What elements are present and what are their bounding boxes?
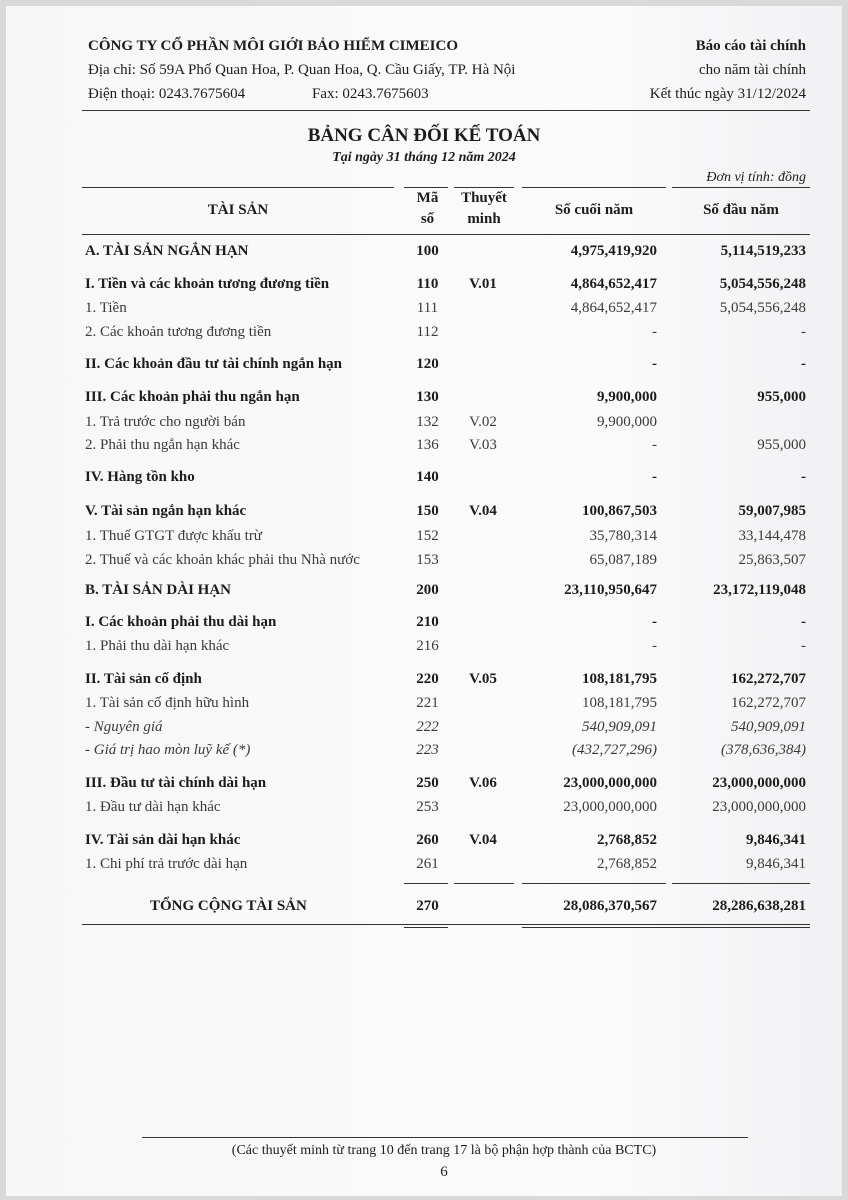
row-label: I. Các khoản phải thu dài hạn [85,614,277,630]
row-previous-year: 5,054,556,248 [719,300,806,316]
row-label: 1. Chi phí trả trước dài hạn [85,856,248,872]
row-previous-year: 162,272,707 [731,671,806,687]
row-code: 110 [416,276,439,292]
table-row [0,300,848,322]
row-current-year: (432,727,296) [572,742,657,758]
col-header-previous: Số đầu năm [703,202,779,218]
row-current-year: 35,780,314 [589,528,657,544]
table-row [0,614,848,636]
row-current-year: 100,867,503 [582,503,657,519]
report-end-date: Kết thúc ngày 31/12/2024 [649,86,806,102]
row-code: 111 [416,300,439,316]
row-current-year: 2,768,852 [597,832,657,848]
col-header-current: Số cuối năm [554,202,634,218]
table-row [0,356,848,378]
table-row [0,638,848,660]
col-rule [82,187,394,188]
row-previous-year: - [801,324,806,340]
table-row [0,437,848,459]
row-current-year: - [652,324,657,340]
row-current-year: - [652,356,657,372]
table-row [0,528,848,550]
row-label: II. Tài sản cố định [85,671,202,687]
row-current-year: - [652,614,657,630]
row-code: 220 [416,671,439,687]
row-current-year: 9,900,000 [597,414,657,430]
row-label: V. Tài sản ngắn hạn khác [85,503,247,519]
row-current-year: 23,000,000,000 [563,799,657,815]
row-previous-year: (378,636,384) [721,742,806,758]
row-code: 120 [416,356,439,372]
row-previous-year: 162,272,707 [731,695,806,711]
row-previous-year: 23,000,000,000 [712,799,806,815]
table-row [0,243,848,265]
row-current-year: 9,900,000 [597,389,657,405]
row-current-year: 28,086,370,567 [563,898,657,914]
table-row [0,469,848,491]
row-note: V.02 [469,414,497,430]
total-rule [454,883,514,884]
row-previous-year: 955,000 [757,437,806,453]
total-bottom-rule [82,924,810,925]
page-number: 6 [440,1164,448,1180]
row-current-year: 65,087,189 [589,552,657,568]
row-current-year: - [652,638,657,654]
row-current-year: - [652,437,657,453]
row-label: 1. Trả trước cho người bán [85,414,246,430]
row-current-year: 4,975,419,920 [570,243,657,259]
col-rule [672,187,810,188]
row-label: 2. Thuế và các khoản khác phải thu Nhà nước [85,552,360,568]
unit-label: Đơn vị tính: đồng [706,170,806,185]
col-rule [454,187,514,188]
row-current-year: 4,864,652,417 [570,276,657,292]
row-code: 100 [416,243,439,259]
row-code: 260 [416,832,439,848]
row-previous-year: 955,000 [757,389,806,405]
row-code: 150 [416,503,439,519]
row-code: 112 [416,324,439,340]
row-current-year: 2,768,852 [597,856,657,872]
col-header-note-2: minh [467,211,501,227]
row-previous-year: 33,144,478 [738,528,806,544]
row-previous-year: 5,054,556,248 [719,276,806,292]
row-current-year: 108,181,795 [582,695,657,711]
table-row [0,832,848,854]
row-note: V.05 [469,671,497,687]
row-current-year: 23,000,000,000 [563,775,657,791]
header-divider [82,110,810,111]
table-row [0,389,848,411]
row-code: 132 [416,414,439,430]
row-label: B. TÀI SẢN DÀI HẠN [85,582,232,598]
row-label: 1. Tài sản cố định hữu hình [85,695,250,711]
row-current-year: 23,110,950,647 [564,582,657,598]
row-label: 1. Đầu tư dài hạn khác [85,799,221,815]
row-code: 250 [416,775,439,791]
row-code: 210 [416,614,439,630]
row-previous-year: 9,846,341 [746,856,806,872]
total-double-rule [404,927,448,928]
table-row [0,799,848,821]
row-label: 2. Phải thu ngắn hạn khác [85,437,240,453]
row-label: TỔNG CỘNG TÀI SẢN [150,898,307,914]
row-label: 1. Tiền [85,300,127,316]
footer-divider [142,1137,748,1138]
total-rule [404,883,448,884]
row-code: 253 [416,799,439,815]
page-subtitle: Tại ngày 31 tháng 12 năm 2024 [332,150,516,165]
row-previous-year: - [801,469,806,485]
company-fax: Fax: 0243.7675603 [312,86,429,102]
row-previous-year: - [801,638,806,654]
row-previous-year: 540,909,091 [731,719,806,735]
table-row [0,856,848,878]
row-previous-year: 23,000,000,000 [712,775,806,791]
row-code: 153 [416,552,439,568]
table-row [0,503,848,525]
row-current-year: 4,864,652,417 [570,300,657,316]
total-rule [672,883,810,884]
row-previous-year: - [801,356,806,372]
row-previous-year: - [801,614,806,630]
company-name: CÔNG TY CỔ PHẦN MÔI GIỚI BẢO HIỂM CIMEICO [88,38,459,54]
company-phone: Điện thoại: 0243.7675604 [88,86,246,102]
row-previous-year: 25,863,507 [738,552,806,568]
header-bottom-rule [82,234,810,235]
row-note: V.04 [469,832,497,848]
col-header-code: Mã [416,190,439,206]
page-title: BẢNG CÂN ĐỐI KẾ TOÁN [307,125,541,146]
table-row [0,719,848,741]
report-period: cho năm tài chính [698,62,806,78]
row-label: IV. Hàng tồn kho [85,469,195,485]
row-previous-year: 23,172,119,048 [713,582,806,598]
total-rule [522,883,666,884]
table-row [0,775,848,797]
row-label: - Nguyên giá [85,719,163,735]
col-header-asset: TÀI SẢN [207,202,269,218]
row-note: V.01 [469,276,497,292]
row-code: 221 [416,695,439,711]
row-note: V.04 [469,503,497,519]
table-row [0,414,848,436]
table-row [0,276,848,298]
col-rule [522,187,666,188]
row-previous-year: 28,286,638,281 [712,898,806,914]
row-label: A. TÀI SẢN NGẮN HẠN [85,243,249,259]
total-double-rule [522,927,810,928]
row-label: - Giá trị hao mòn luỹ kế (*) [85,742,251,758]
row-code: 152 [416,528,439,544]
col-header-note: Thuyết [461,190,507,206]
row-label: 1. Thuế GTGT được khấu trừ [85,528,262,544]
table-row [0,324,848,346]
row-code: 261 [416,856,439,872]
row-previous-year: 9,846,341 [746,832,806,848]
row-code: 222 [416,719,439,735]
table-row [0,552,848,574]
table-row [0,582,848,604]
row-label: IV. Tài sản dài hạn khác [85,832,241,848]
col-rule [404,187,448,188]
footer-note: (Các thuyết minh từ trang 10 đến trang 17 là bộ phận hợp thành của BCTC) [231,1143,657,1158]
row-code: 223 [416,742,439,758]
row-current-year: 108,181,795 [582,671,657,687]
row-label: II. Các khoản đầu tư tài chính ngắn hạn [85,356,343,372]
row-current-year: - [652,469,657,485]
row-label: 1. Phải thu dài hạn khác [85,638,230,654]
row-current-year: 540,909,091 [582,719,657,735]
row-note: V.03 [469,437,497,453]
row-code: 216 [416,638,439,654]
row-label: III. Các khoản phải thu ngắn hạn [85,389,300,405]
row-label: I. Tiền và các khoản tương đương tiền [85,276,330,292]
row-code: 140 [416,469,439,485]
row-previous-year: 5,114,519,233 [720,243,806,259]
company-address: Địa chỉ: Số 59A Phố Quan Hoa, P. Quan Hoa, Q. Cầu Giấy, TP. Hà Nội [88,62,516,78]
table-row [0,742,848,764]
row-code: 136 [416,437,439,453]
col-header-code-2: số [420,211,435,227]
table-row [0,898,848,920]
row-code: 130 [416,389,439,405]
row-label: 2. Các khoản tương đương tiền [85,324,272,340]
table-row [0,695,848,717]
row-label: III. Đầu tư tài chính dài hạn [85,775,267,791]
table-row [0,671,848,693]
row-code: 200 [416,582,439,598]
row-previous-year: 59,007,985 [738,503,806,519]
report-type: Báo cáo tài chính [695,38,806,54]
row-note: V.06 [469,775,497,791]
row-code: 270 [416,898,439,914]
